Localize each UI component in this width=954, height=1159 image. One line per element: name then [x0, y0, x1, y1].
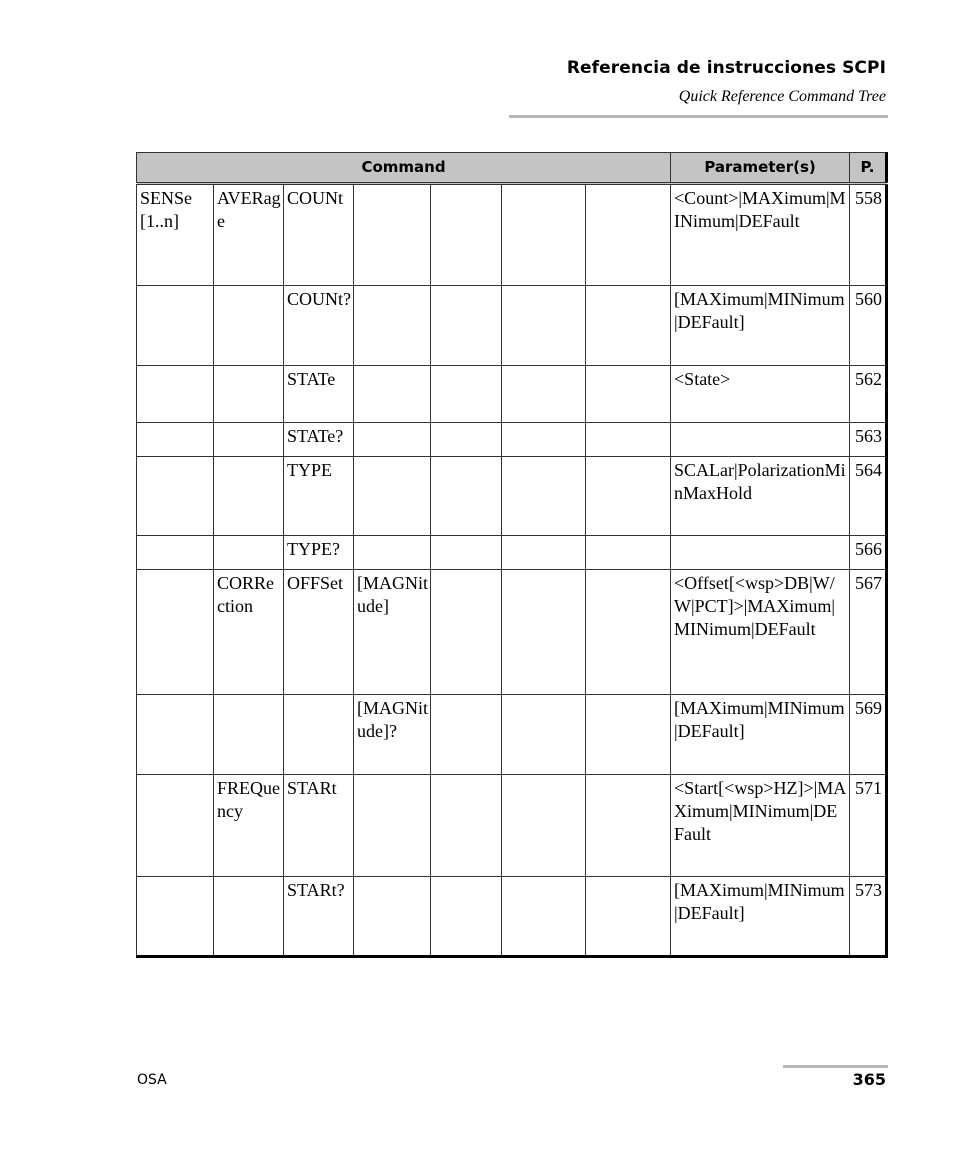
command-level-4: [MAGNitude]?: [354, 695, 431, 775]
command-level-6: [502, 775, 586, 877]
command-level-7: [586, 570, 671, 695]
page-link[interactable]: 558: [850, 184, 887, 286]
parameter-cell: <Offset[<wsp>DB|W/W|PCT]>|MAXimum|MINimum|DEFault: [671, 570, 850, 695]
footer-divider: [783, 1065, 888, 1068]
column-header-command: Command: [137, 153, 671, 184]
command-level-1: [137, 877, 214, 957]
command-level-2: [214, 457, 284, 536]
command-table: [136, 152, 888, 958]
command-level-4: [354, 877, 431, 957]
command-level-1: [137, 457, 214, 536]
command-level-4: [354, 536, 431, 570]
command-level-2: AVERage: [214, 184, 284, 286]
command-level-5: [431, 536, 502, 570]
command-level-2: CORRection: [214, 570, 284, 695]
command-level-3: COUNt?: [284, 286, 354, 366]
command-level-1: [137, 570, 214, 695]
command-level-1: [137, 536, 214, 570]
command-level-7: [586, 877, 671, 957]
command-level-4: [354, 184, 431, 286]
column-header-parameters: Parameter(s): [671, 153, 850, 184]
command-level-1: [137, 286, 214, 366]
command-level-2: [214, 366, 284, 423]
table-row: [137, 457, 887, 536]
page-link[interactable]: 567: [850, 570, 887, 695]
command-level-7: [586, 536, 671, 570]
footer-product: OSA: [137, 1072, 167, 1088]
command-level-6: [502, 570, 586, 695]
command-level-6: [502, 536, 586, 570]
command-level-5: [431, 695, 502, 775]
parameter-cell: <Count>|MAXimum|MINimum|DEFault: [671, 184, 850, 286]
command-level-7: [586, 775, 671, 877]
command-level-3: STATe?: [284, 423, 354, 457]
parameter-cell: SCALar|PolarizationMinMaxHold: [671, 457, 850, 536]
command-level-4: [354, 423, 431, 457]
page-link[interactable]: 569: [850, 695, 887, 775]
command-level-4: [MAGNitude]: [354, 570, 431, 695]
command-level-4: [354, 457, 431, 536]
command-level-6: [502, 457, 586, 536]
page-link[interactable]: 560: [850, 286, 887, 366]
command-level-6: [502, 695, 586, 775]
command-level-5: [431, 570, 502, 695]
command-level-6: [502, 366, 586, 423]
command-level-2: FREQuency: [214, 775, 284, 877]
command-level-2: [214, 286, 284, 366]
header-divider: [509, 115, 888, 118]
table-row: [137, 877, 887, 957]
command-level-6: [502, 877, 586, 957]
command-level-3: OFFSet: [284, 570, 354, 695]
command-level-1: [137, 775, 214, 877]
command-level-2: [214, 695, 284, 775]
parameter-cell: [MAXimum|MINimum|DEFault]: [671, 286, 850, 366]
command-level-1: [137, 423, 214, 457]
command-level-7: [586, 457, 671, 536]
command-level-2: [214, 536, 284, 570]
table-row: [137, 184, 887, 286]
page-number: 365: [852, 1070, 886, 1089]
command-level-5: [431, 184, 502, 286]
command-level-1: SENSe[1..n]: [137, 184, 214, 286]
command-level-3: TYPE: [284, 457, 354, 536]
command-level-5: [431, 775, 502, 877]
parameter-cell: [671, 536, 850, 570]
command-level-3: STARt: [284, 775, 354, 877]
table-row: [137, 286, 887, 366]
table-row: [137, 536, 887, 570]
command-level-7: [586, 366, 671, 423]
command-level-3: COUNt: [284, 184, 354, 286]
parameter-cell: [MAXimum|MINimum|DEFault]: [671, 877, 850, 957]
page-link[interactable]: 566: [850, 536, 887, 570]
section-subtitle: Quick Reference Command Tree: [678, 88, 886, 105]
command-level-7: [586, 695, 671, 775]
command-level-3: [284, 695, 354, 775]
command-level-5: [431, 366, 502, 423]
section-title: Referencia de instrucciones SCPI: [566, 58, 886, 78]
command-level-5: [431, 423, 502, 457]
command-level-2: [214, 877, 284, 957]
command-level-1: [137, 366, 214, 423]
command-level-6: [502, 286, 586, 366]
command-level-6: [502, 423, 586, 457]
command-level-4: [354, 366, 431, 423]
command-level-7: [586, 286, 671, 366]
table-row: [137, 570, 887, 695]
table-row: [137, 366, 887, 423]
parameter-cell: <State>: [671, 366, 850, 423]
command-level-3: STARt?: [284, 877, 354, 957]
command-level-1: [137, 695, 214, 775]
table-row: [137, 423, 887, 457]
command-level-4: [354, 775, 431, 877]
parameter-cell: [MAXimum|MINimum|DEFault]: [671, 695, 850, 775]
command-level-3: STATe: [284, 366, 354, 423]
command-level-4: [354, 286, 431, 366]
command-level-6: [502, 184, 586, 286]
parameter-cell: [671, 423, 850, 457]
page-link[interactable]: 562: [850, 366, 887, 423]
table-row: [137, 695, 887, 775]
table-header-row: [137, 153, 887, 184]
command-level-5: [431, 877, 502, 957]
page-link[interactable]: 564: [850, 457, 887, 536]
page-link[interactable]: 573: [850, 877, 887, 957]
command-level-5: [431, 286, 502, 366]
command-level-5: [431, 457, 502, 536]
command-level-7: [586, 423, 671, 457]
table-row: [137, 775, 887, 877]
page-link[interactable]: 571: [850, 775, 887, 877]
parameter-cell: <Start[<wsp>HZ]>|MAXimum|MINimum|DEFault: [671, 775, 850, 877]
command-level-2: [214, 423, 284, 457]
page-link[interactable]: 563: [850, 423, 887, 457]
command-level-7: [586, 184, 671, 286]
column-header-page: P.: [850, 153, 887, 184]
command-level-3: TYPE?: [284, 536, 354, 570]
